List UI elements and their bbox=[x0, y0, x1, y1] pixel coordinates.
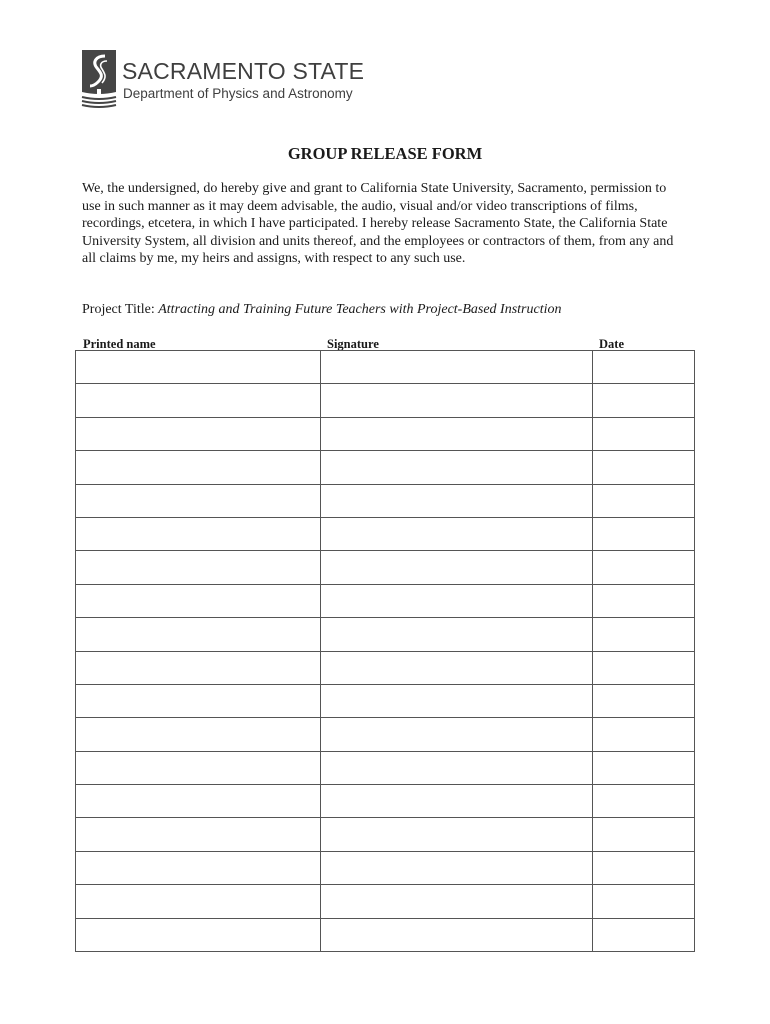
printed-name-cell[interactable] bbox=[76, 684, 321, 717]
signature-row bbox=[76, 851, 695, 884]
date-cell[interactable] bbox=[593, 785, 695, 818]
date-cell[interactable] bbox=[593, 417, 695, 450]
institution-name: SACRAMENTO STATE bbox=[122, 58, 365, 84]
date-cell[interactable] bbox=[593, 451, 695, 484]
signature-cell[interactable] bbox=[321, 484, 593, 517]
date-cell[interactable] bbox=[593, 551, 695, 584]
printed-name-cell[interactable] bbox=[76, 584, 321, 617]
signature-cell[interactable] bbox=[321, 885, 593, 918]
printed-name-cell[interactable] bbox=[76, 751, 321, 784]
printed-name-cell[interactable] bbox=[76, 417, 321, 450]
date-cell[interactable] bbox=[593, 818, 695, 851]
printed-name-cell[interactable] bbox=[76, 351, 321, 384]
printed-name-cell[interactable] bbox=[76, 484, 321, 517]
signature-row bbox=[76, 351, 695, 384]
signature-row bbox=[76, 718, 695, 751]
signature-row bbox=[76, 551, 695, 584]
signature-cell[interactable] bbox=[321, 851, 593, 884]
printed-name-cell[interactable] bbox=[76, 718, 321, 751]
signature-cell[interactable] bbox=[321, 417, 593, 450]
printed-name-cell[interactable] bbox=[76, 384, 321, 417]
printed-name-cell[interactable] bbox=[76, 785, 321, 818]
date-cell[interactable] bbox=[593, 851, 695, 884]
signature-cell[interactable] bbox=[321, 785, 593, 818]
printed-name-cell[interactable] bbox=[76, 651, 321, 684]
date-cell[interactable] bbox=[593, 684, 695, 717]
signature-row bbox=[76, 684, 695, 717]
signature-row bbox=[76, 918, 695, 951]
signature-cell[interactable] bbox=[321, 818, 593, 851]
signature-cell[interactable] bbox=[321, 451, 593, 484]
date-cell[interactable] bbox=[593, 584, 695, 617]
release-statement: We, the undersigned, do hereby give and grant to California State University, Sacramento, permission to use in such manner as it may deem advisable, the audio, visual and/or video transcriptions of films, recordings, etcetera, in which I have participated. I hereby release Sacramento State, the California State University System, all division and units thereof, and the employees or contractors of them, from any and all claims by me, my heirs and assigns, with respect to any such use. bbox=[82, 181, 674, 267]
column-header-date: Date bbox=[599, 337, 624, 351]
signature-cell[interactable] bbox=[321, 718, 593, 751]
signature-row bbox=[76, 584, 695, 617]
signature-cell[interactable] bbox=[321, 618, 593, 651]
signature-cell[interactable] bbox=[321, 751, 593, 784]
signature-table-body bbox=[76, 351, 695, 952]
date-cell[interactable] bbox=[593, 718, 695, 751]
signature-row bbox=[76, 484, 695, 517]
date-cell[interactable] bbox=[593, 351, 695, 384]
signature-cell[interactable] bbox=[321, 384, 593, 417]
project-title-value: Attracting and Training Future Teachers with Project-Based Instruction bbox=[158, 302, 562, 317]
date-cell[interactable] bbox=[593, 517, 695, 550]
printed-name-cell[interactable] bbox=[76, 451, 321, 484]
department-name: Department of Physics and Astronomy bbox=[123, 86, 353, 101]
date-cell[interactable] bbox=[593, 885, 695, 918]
project-title-label: Project Title: bbox=[82, 302, 155, 317]
signature-cell[interactable] bbox=[321, 684, 593, 717]
form-title: GROUP RELEASE FORM bbox=[287, 144, 483, 163]
signature-cell[interactable] bbox=[321, 584, 593, 617]
signature-row bbox=[76, 618, 695, 651]
printed-name-cell[interactable] bbox=[76, 818, 321, 851]
signature-row bbox=[76, 384, 695, 417]
signature-cell[interactable] bbox=[321, 551, 593, 584]
printed-name-cell[interactable] bbox=[76, 551, 321, 584]
project-title-line bbox=[82, 302, 562, 318]
signature-row bbox=[76, 451, 695, 484]
signature-cell[interactable] bbox=[321, 918, 593, 951]
date-cell[interactable] bbox=[593, 618, 695, 651]
signature-cell[interactable] bbox=[321, 517, 593, 550]
sac-state-logo-icon bbox=[80, 46, 118, 108]
signature-row bbox=[76, 885, 695, 918]
printed-name-cell[interactable] bbox=[76, 517, 321, 550]
department-logo bbox=[80, 46, 400, 112]
printed-name-cell[interactable] bbox=[76, 618, 321, 651]
column-header-printed-name: Printed name bbox=[83, 337, 156, 351]
date-cell[interactable] bbox=[593, 751, 695, 784]
signature-row bbox=[76, 417, 695, 450]
signature-row bbox=[76, 818, 695, 851]
date-cell[interactable] bbox=[593, 918, 695, 951]
signature-cell[interactable] bbox=[321, 351, 593, 384]
signature-row bbox=[76, 651, 695, 684]
signature-row bbox=[76, 785, 695, 818]
printed-name-cell[interactable] bbox=[76, 885, 321, 918]
printed-name-cell[interactable] bbox=[76, 851, 321, 884]
signature-cell[interactable] bbox=[321, 651, 593, 684]
signature-row bbox=[76, 517, 695, 550]
printed-name-cell[interactable] bbox=[76, 918, 321, 951]
date-cell[interactable] bbox=[593, 384, 695, 417]
column-header-signature: Signature bbox=[327, 337, 379, 351]
date-cell[interactable] bbox=[593, 484, 695, 517]
date-cell[interactable] bbox=[593, 651, 695, 684]
signature-row bbox=[76, 751, 695, 784]
signature-table bbox=[75, 350, 695, 952]
